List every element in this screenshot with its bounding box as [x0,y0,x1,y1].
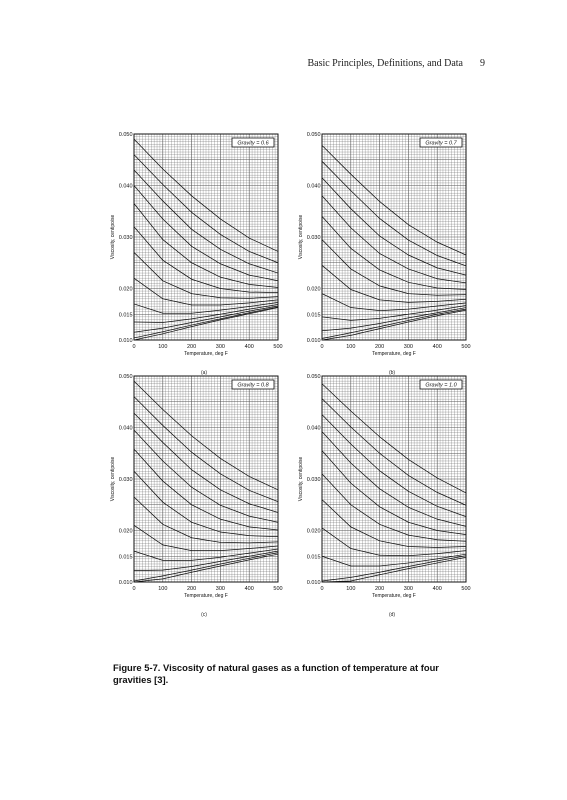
grid-lines [322,376,466,582]
chart-b [292,128,492,378]
gravity-label: Gravity = 1.0 [425,382,457,389]
x-tick-label: 0 [132,344,136,350]
x-tick-labels [132,586,282,592]
gravity-label: Gravity = 0.6 [237,140,269,147]
x-tick-labels [320,344,470,350]
y-tick-label: 0.020 [118,286,133,293]
y-tick-label: 0.010 [306,580,321,586]
y-tick-labels [119,132,133,344]
chart-d [292,370,492,620]
y-axis-label: Viscosity, centipoise [110,456,116,502]
panel-label-d: (d) [388,612,396,618]
gravity-label: Gravity = 0.8 [237,382,269,389]
x-tick-label: 400 [432,344,442,350]
x-tick-label: 400 [432,586,442,592]
y-tick-label: 0.020 [306,528,321,535]
y-tick-label: 0.015 [306,554,321,561]
x-tick-label: 500 [461,586,471,592]
y-tick-label: 0.050 [118,132,133,138]
chart-panel-d [292,370,492,620]
x-tick-label: 0 [320,344,324,350]
chart-panel-b [292,128,492,378]
y-tick-label: 0.020 [306,286,321,293]
y-tick-label: 0.015 [118,554,133,561]
x-tick-label: 100 [346,344,356,350]
grid-lines [134,376,278,582]
y-axis-label: Viscosity, centipoise [298,214,304,260]
y-tick-label: 0.030 [306,235,321,241]
x-tick-label: 300 [215,586,225,592]
chart-c [104,370,304,620]
x-tick-labels [320,586,470,592]
y-tick-labels [307,374,321,586]
grid-lines [134,134,278,340]
x-tick-label: 400 [244,586,254,592]
gravity-label: Gravity = 0.7 [425,140,457,147]
y-tick-label: 0.015 [118,312,133,319]
x-axis-label: Temperature, deg F [184,593,228,599]
x-axis-label: Temperature, deg F [184,351,228,357]
y-tick-label: 0.040 [118,425,133,432]
x-tick-label: 200 [187,586,197,592]
y-tick-label: 0.020 [118,528,133,535]
y-tick-label: 0.030 [118,235,133,241]
x-tick-label: 300 [215,344,225,350]
x-axis-label: Temperature, deg F [372,351,416,357]
x-tick-label: 400 [244,344,254,350]
x-tick-label: 500 [461,344,471,350]
figure-caption: Figure 5-7. Viscosity of natural gases as a function of temperature at four gravities [3]. [113,662,439,685]
chart-panel-c [104,370,304,620]
y-tick-label: 0.010 [118,580,133,586]
x-axis-label: Temperature, deg F [372,593,416,599]
x-tick-label: 100 [158,344,168,350]
y-tick-labels [119,374,133,586]
x-tick-label: 100 [158,586,168,592]
x-tick-label: 300 [403,586,413,592]
y-axis-label: Viscosity, centipoise [298,456,304,502]
x-tick-label: 200 [187,344,197,350]
y-tick-label: 0.050 [306,132,321,138]
y-tick-label: 0.010 [306,338,321,344]
x-tick-label: 200 [375,586,385,592]
y-tick-label: 0.040 [306,425,321,432]
x-tick-label: 300 [403,344,413,350]
y-tick-label: 0.050 [118,374,133,380]
y-tick-label: 0.030 [306,477,321,483]
x-tick-label: 500 [273,344,283,350]
x-tick-label: 500 [273,586,283,592]
y-tick-label: 0.040 [118,183,133,190]
x-tick-label: 200 [375,344,385,350]
x-tick-labels [132,344,282,350]
y-tick-labels [307,132,321,344]
chart-a [104,128,304,378]
y-tick-label: 0.050 [306,374,321,380]
panel-label-c: (c) [201,612,207,618]
x-tick-label: 0 [132,586,136,592]
page-number: 9 [480,58,485,69]
y-tick-label: 0.015 [306,312,321,319]
y-tick-label: 0.040 [306,183,321,190]
panel-label-b: (b) [388,370,396,376]
y-tick-label: 0.030 [118,477,133,483]
panel-label-a: (a) [200,370,208,376]
chart-panel-a [104,128,304,378]
x-tick-label: 0 [320,586,324,592]
x-tick-label: 100 [346,586,356,592]
running-title: Basic Principles, Definitions, and Data [307,58,463,69]
y-axis-label: Viscosity, centipoise [110,214,116,260]
y-tick-label: 0.010 [118,338,133,344]
